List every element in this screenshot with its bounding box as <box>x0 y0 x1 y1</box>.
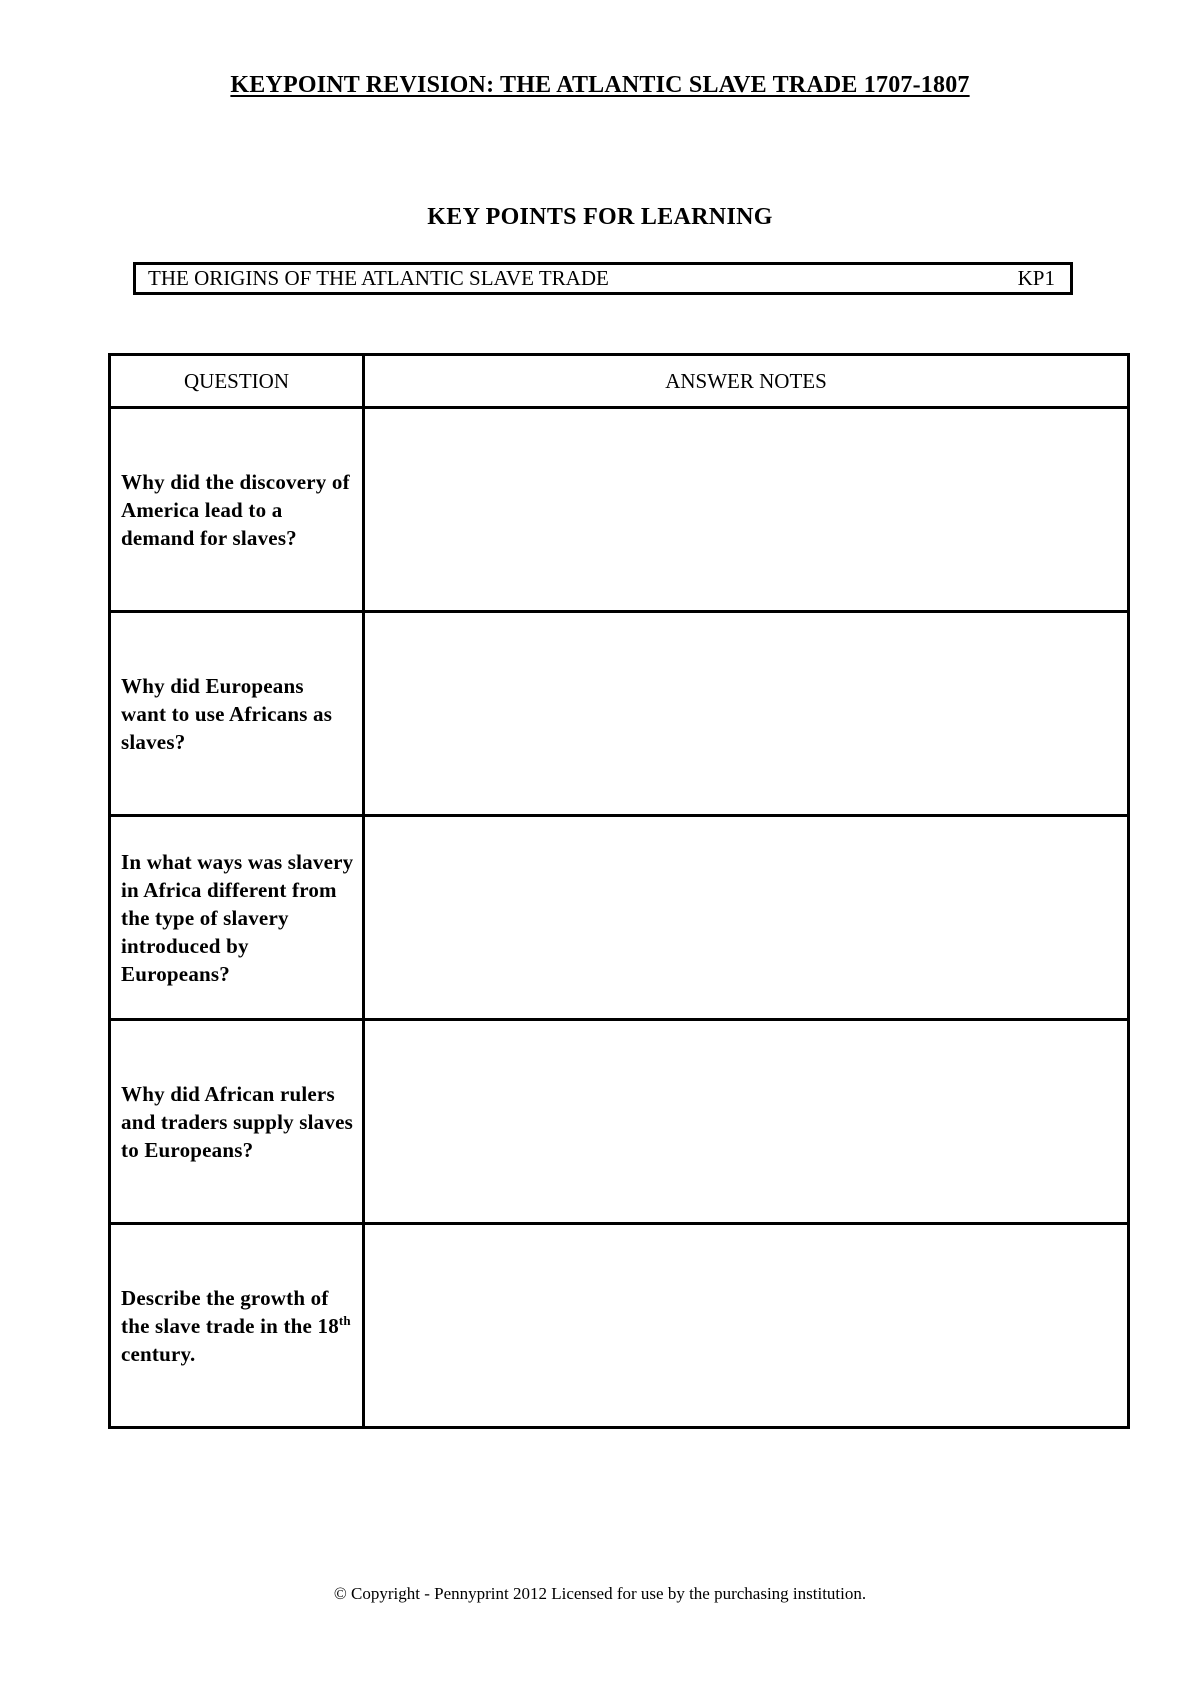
question-text: Why did African rulers and traders supply slaves to Europeans? <box>121 1081 353 1162</box>
answer-column-header: ANSWER NOTES <box>364 355 1129 408</box>
question-cell <box>110 816 364 1020</box>
table-header-row <box>110 355 1129 408</box>
answer-notes-cell[interactable] <box>364 1224 1129 1428</box>
question-text: In what ways was slavery in Africa different from the type of slavery introduced by Europeans? <box>121 849 354 986</box>
question-text-suffix: century. <box>121 1341 196 1366</box>
table-row <box>110 612 1129 816</box>
question-answer-table <box>108 353 1130 1429</box>
topic-title: THE ORIGINS OF THE ATLANTIC SLAVE TRADE <box>148 266 609 290</box>
copyright-footer: © Copyright - Pennyprint 2012 Licensed for use by the purchasing institution. <box>333 1584 867 1603</box>
question-cell <box>110 1020 364 1224</box>
answer-notes-cell[interactable] <box>364 612 1129 816</box>
answer-notes-cell[interactable] <box>364 816 1129 1020</box>
question-text: Why did the discovery of America lead to a demand for slaves? <box>121 469 350 550</box>
table-row <box>110 816 1129 1020</box>
topic-code: KP1 <box>1017 266 1055 290</box>
ordinal-superscript: th <box>338 1312 351 1328</box>
document-title: KEYPOINT REVISION: THE ATLANTIC SLAVE TRADE 1707-1807 <box>230 72 970 98</box>
answer-notes-cell[interactable] <box>364 408 1129 612</box>
topic-box <box>133 262 1073 295</box>
table-row <box>110 408 1129 612</box>
question-cell <box>110 408 364 612</box>
question-cell <box>110 1224 364 1428</box>
question-column-header: QUESTION <box>110 355 364 408</box>
question-text <box>111 1284 362 1368</box>
section-heading: KEY POINTS FOR LEARNING <box>427 204 773 230</box>
question-text: Why did Europeans want to use Africans as slaves? <box>121 673 333 754</box>
table-row <box>110 1224 1129 1428</box>
answer-notes-cell[interactable] <box>364 1020 1129 1224</box>
table-row <box>110 1020 1129 1224</box>
question-text-prefix: Describe the growth of the slave trade in the 18 <box>121 1285 339 1338</box>
question-cell <box>110 612 364 816</box>
